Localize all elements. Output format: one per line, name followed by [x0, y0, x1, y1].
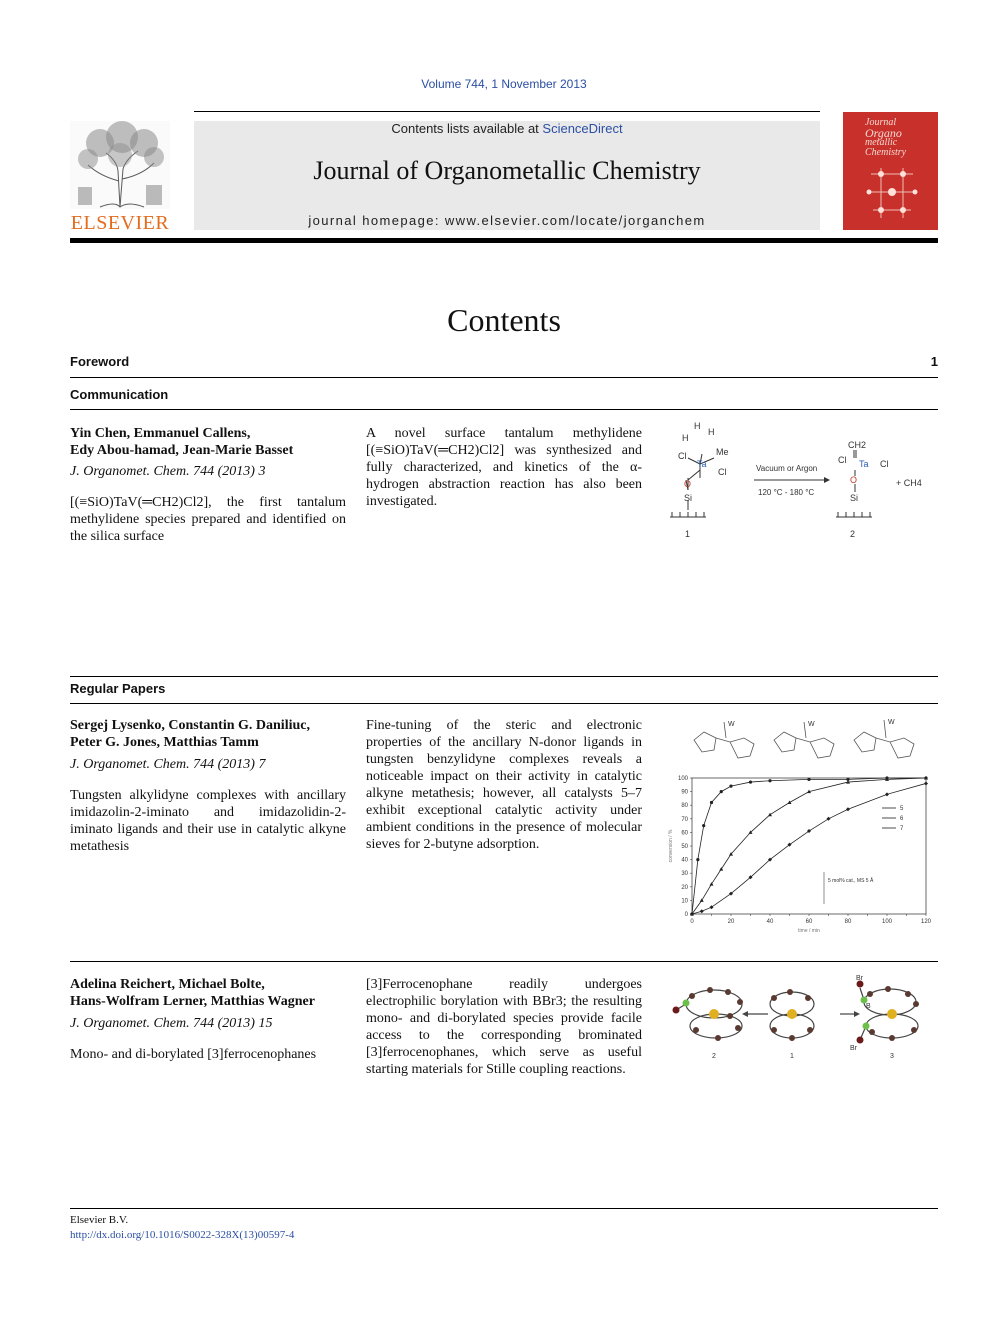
y-tick-label: 40	[681, 857, 688, 864]
article-3-citation[interactable]: J. Organomet. Chem. 744 (2013) 15	[70, 1016, 273, 1031]
article-2-authors	[70, 717, 350, 751]
x-tick-label: 20	[727, 919, 735, 925]
data-point-5	[720, 790, 723, 793]
cover-title-line: Journal	[865, 117, 897, 128]
data-point-7	[885, 792, 889, 796]
article-3-title[interactable]: Mono- and di-borylated [3]ferrocenophanes	[70, 1047, 317, 1062]
article-2-abstract: Fine-tuning of the steric and electronic properties of the ancillary N-donor ligands in tungsten benzylidyne complexes reveals a noticeable impact on their activity in catalytic alkyne metathesis; however, all catalysts 5–7 exhibit exceptional catalytic activity under ambient conditions in the presence of molecular sieves for 2-butyne adsorption.	[366, 718, 642, 852]
data-point-7	[700, 909, 704, 913]
inset-label: 5 mol% cat., MS 5 Å	[828, 878, 874, 884]
data-point-5	[710, 801, 713, 804]
compound-number: 2	[712, 1053, 716, 1060]
journal-homepage[interactable]: journal homepage: www.elsevier.com/locate/jorganchem	[308, 213, 706, 228]
catalyst-structures	[694, 720, 914, 758]
legend-label: 6	[900, 816, 904, 822]
data-point-6	[700, 898, 704, 902]
journal-banner	[194, 121, 820, 230]
elsevier-wordmark: ELSEVIER	[70, 212, 170, 234]
atom-label: Br	[850, 1045, 857, 1052]
cover-title	[865, 118, 935, 158]
article-3-authors	[70, 976, 350, 1010]
cover-title-line: metallic	[865, 137, 898, 148]
x-tick-label: 120	[920, 919, 932, 925]
article-2-citation[interactable]: J. Organomet. Chem. 744 (2013) 7	[70, 757, 266, 772]
scheme-label: H	[708, 427, 715, 437]
foreword-label[interactable]: Foreword	[70, 354, 130, 369]
scheme-label: Cl	[838, 455, 847, 465]
compound-number: 1	[790, 1053, 794, 1060]
authors-line: Edy Abou-hamad, Jean-Marie Basset	[70, 443, 294, 458]
series-line-7	[692, 783, 926, 914]
data-point-6	[788, 800, 792, 804]
y-tick-label: 0	[684, 912, 688, 918]
page-title: Contents	[447, 302, 561, 338]
scheme-label: Ta	[697, 459, 707, 469]
article-1-graphical-abstract	[666, 420, 938, 544]
data-point-5	[807, 778, 810, 781]
authors-line: Hans-Wolfram Lerner, Matthias Wagner	[70, 994, 315, 1009]
data-point-5	[702, 824, 705, 827]
reaction-arrow-head	[742, 1011, 748, 1017]
article-3-graphical-abstract	[664, 970, 938, 1062]
article-1-citation[interactable]: J. Organomet. Chem. 744 (2013) 3	[70, 464, 266, 479]
data-point-5	[696, 858, 699, 861]
y-tick-label: 90	[681, 789, 688, 796]
scheme-label: CH2	[848, 440, 867, 450]
molecule-label: W	[728, 721, 735, 728]
data-point-7	[846, 807, 850, 811]
scheme-label: O	[850, 475, 858, 485]
section-rule	[70, 409, 938, 410]
molecule-label: W	[888, 719, 895, 726]
scheme-label: 120 °C - 180 °C	[758, 488, 815, 497]
compound-number: 3	[890, 1053, 894, 1060]
article-1-authors	[70, 425, 350, 459]
molecule-label: W	[808, 721, 815, 728]
y-tick-label: 70	[681, 816, 688, 823]
authors-line: Adelina Reichert, Michael Bolte,	[70, 977, 265, 992]
scheme-label: Si	[850, 493, 859, 503]
footer	[70, 1213, 294, 1243]
scheme-label: O	[684, 479, 692, 489]
data-point-5	[768, 779, 771, 782]
section-rule	[70, 676, 938, 677]
data-point-5	[749, 780, 752, 783]
x-tick-label: 0	[690, 919, 694, 925]
plot-frame	[692, 778, 926, 914]
journal-cover-thumbnail	[843, 112, 938, 230]
section-rule	[70, 377, 938, 378]
x-tick-label: 60	[805, 919, 813, 925]
header-top-rule	[194, 111, 820, 112]
cover-title-line: Chemistry	[865, 147, 907, 158]
y-tick-label: 30	[681, 871, 688, 878]
authors-line: Yin Chen, Emmanuel Callens,	[70, 426, 251, 441]
compound-number: 1	[685, 529, 691, 539]
contents-available	[194, 121, 820, 136]
sciencedirect-link[interactable]: ScienceDirect	[542, 121, 623, 136]
section-heading-regular-papers: Regular Papers	[70, 681, 166, 696]
scheme-label: Cl	[678, 451, 687, 461]
series-line-6	[692, 778, 926, 914]
authors-line: Peter G. Jones, Matthias Tamm	[70, 735, 259, 750]
reaction-arrow-head	[854, 1011, 860, 1017]
x-axis-label: time / min	[798, 928, 820, 934]
section-rule	[70, 703, 938, 704]
series-line-5	[692, 778, 926, 914]
y-tick-label: 20	[681, 884, 688, 891]
y-axis-label: conversion / %	[668, 829, 674, 863]
data-point-7	[827, 817, 831, 821]
data-point-6	[768, 813, 772, 817]
authors-line: Sergej Lysenko, Constantin G. Daniliuc,	[70, 718, 310, 733]
kinetics-chart	[668, 776, 932, 934]
data-point-7	[924, 781, 928, 785]
header-bottom-rule	[70, 238, 938, 243]
journal-title: Journal of Organometallic Chemistry	[313, 156, 701, 185]
section-rule	[70, 961, 938, 962]
scheme-label: Si	[684, 493, 693, 503]
y-tick-label: 80	[681, 803, 688, 810]
y-tick-label: 50	[681, 844, 688, 850]
footer-rule	[70, 1208, 938, 1209]
compound-number: 2	[850, 529, 856, 539]
article-3-abstract: [3]Ferrocenophane readily undergoes electrophilic borylation with BBr3; the resulting mono- and di-borylated species provide facile access to the corresponding brominated [3]ferrocenophanes, which serve as useful starting materials for Stille coupling reactions.	[366, 977, 642, 1077]
atom-label: Br	[856, 975, 863, 982]
y-tick-label: 60	[681, 830, 688, 837]
contents-available-prefix: Contents lists available at	[391, 121, 543, 136]
x-tick-label: 40	[766, 919, 774, 925]
x-tick-label: 100	[881, 919, 893, 925]
scheme-label: H	[682, 433, 689, 443]
data-point-5	[729, 785, 732, 788]
volume-line: Volume 744, 1 November 2013	[421, 77, 587, 91]
cover-molecule-graphic	[861, 164, 923, 222]
scheme-label: H	[694, 421, 701, 431]
article-1-abstract: A novel surface tantalum methylidene [(≡SiO)TaV(═CH2)Cl2] was synthesized and fully characterized, and kinetics of the α-hydrogen abstraction reaction has also been investigated.	[366, 426, 642, 509]
footer-publisher: Elsevier B.V.	[70, 1214, 129, 1226]
x-tick-label: 80	[844, 919, 852, 925]
footer-doi-link[interactable]: http://dx.doi.org/10.1016/S0022-328X(13)00597-4	[70, 1229, 295, 1241]
y-tick-label: 10	[681, 898, 688, 905]
article-2-graphical-abstract	[664, 712, 938, 936]
legend-label: 7	[900, 826, 904, 832]
scheme-label: Me	[716, 447, 729, 457]
atom-label: B	[866, 1003, 871, 1010]
scheme-label: Cl	[880, 459, 889, 469]
reaction-arrow-head	[824, 477, 830, 483]
y-tick-label: 100	[677, 776, 688, 782]
article-1-title[interactable]: [(≡SiO)TaV(═CH2)Cl2], the first tantalum methylidene species prepared and identified on the silica surface	[70, 495, 346, 544]
section-heading-communication: Communication	[70, 387, 169, 402]
scheme-label: + CH4	[896, 478, 922, 488]
scheme-label: Cl	[718, 467, 727, 477]
scheme-label: Ta	[859, 459, 869, 469]
cover-title-line: Organo	[865, 126, 902, 140]
elsevier-tree-logo	[70, 121, 170, 209]
foreword-page: 1	[930, 354, 938, 369]
scheme-label: Vacuum or Argon	[756, 464, 818, 473]
legend-label: 5	[900, 806, 904, 812]
article-2-title[interactable]: Tungsten alkylidyne complexes with ancillary imidazolin-2-iminato and imidazolidin-2-iminato ligands and their use in catalytic alkyne metathesis	[70, 788, 346, 854]
